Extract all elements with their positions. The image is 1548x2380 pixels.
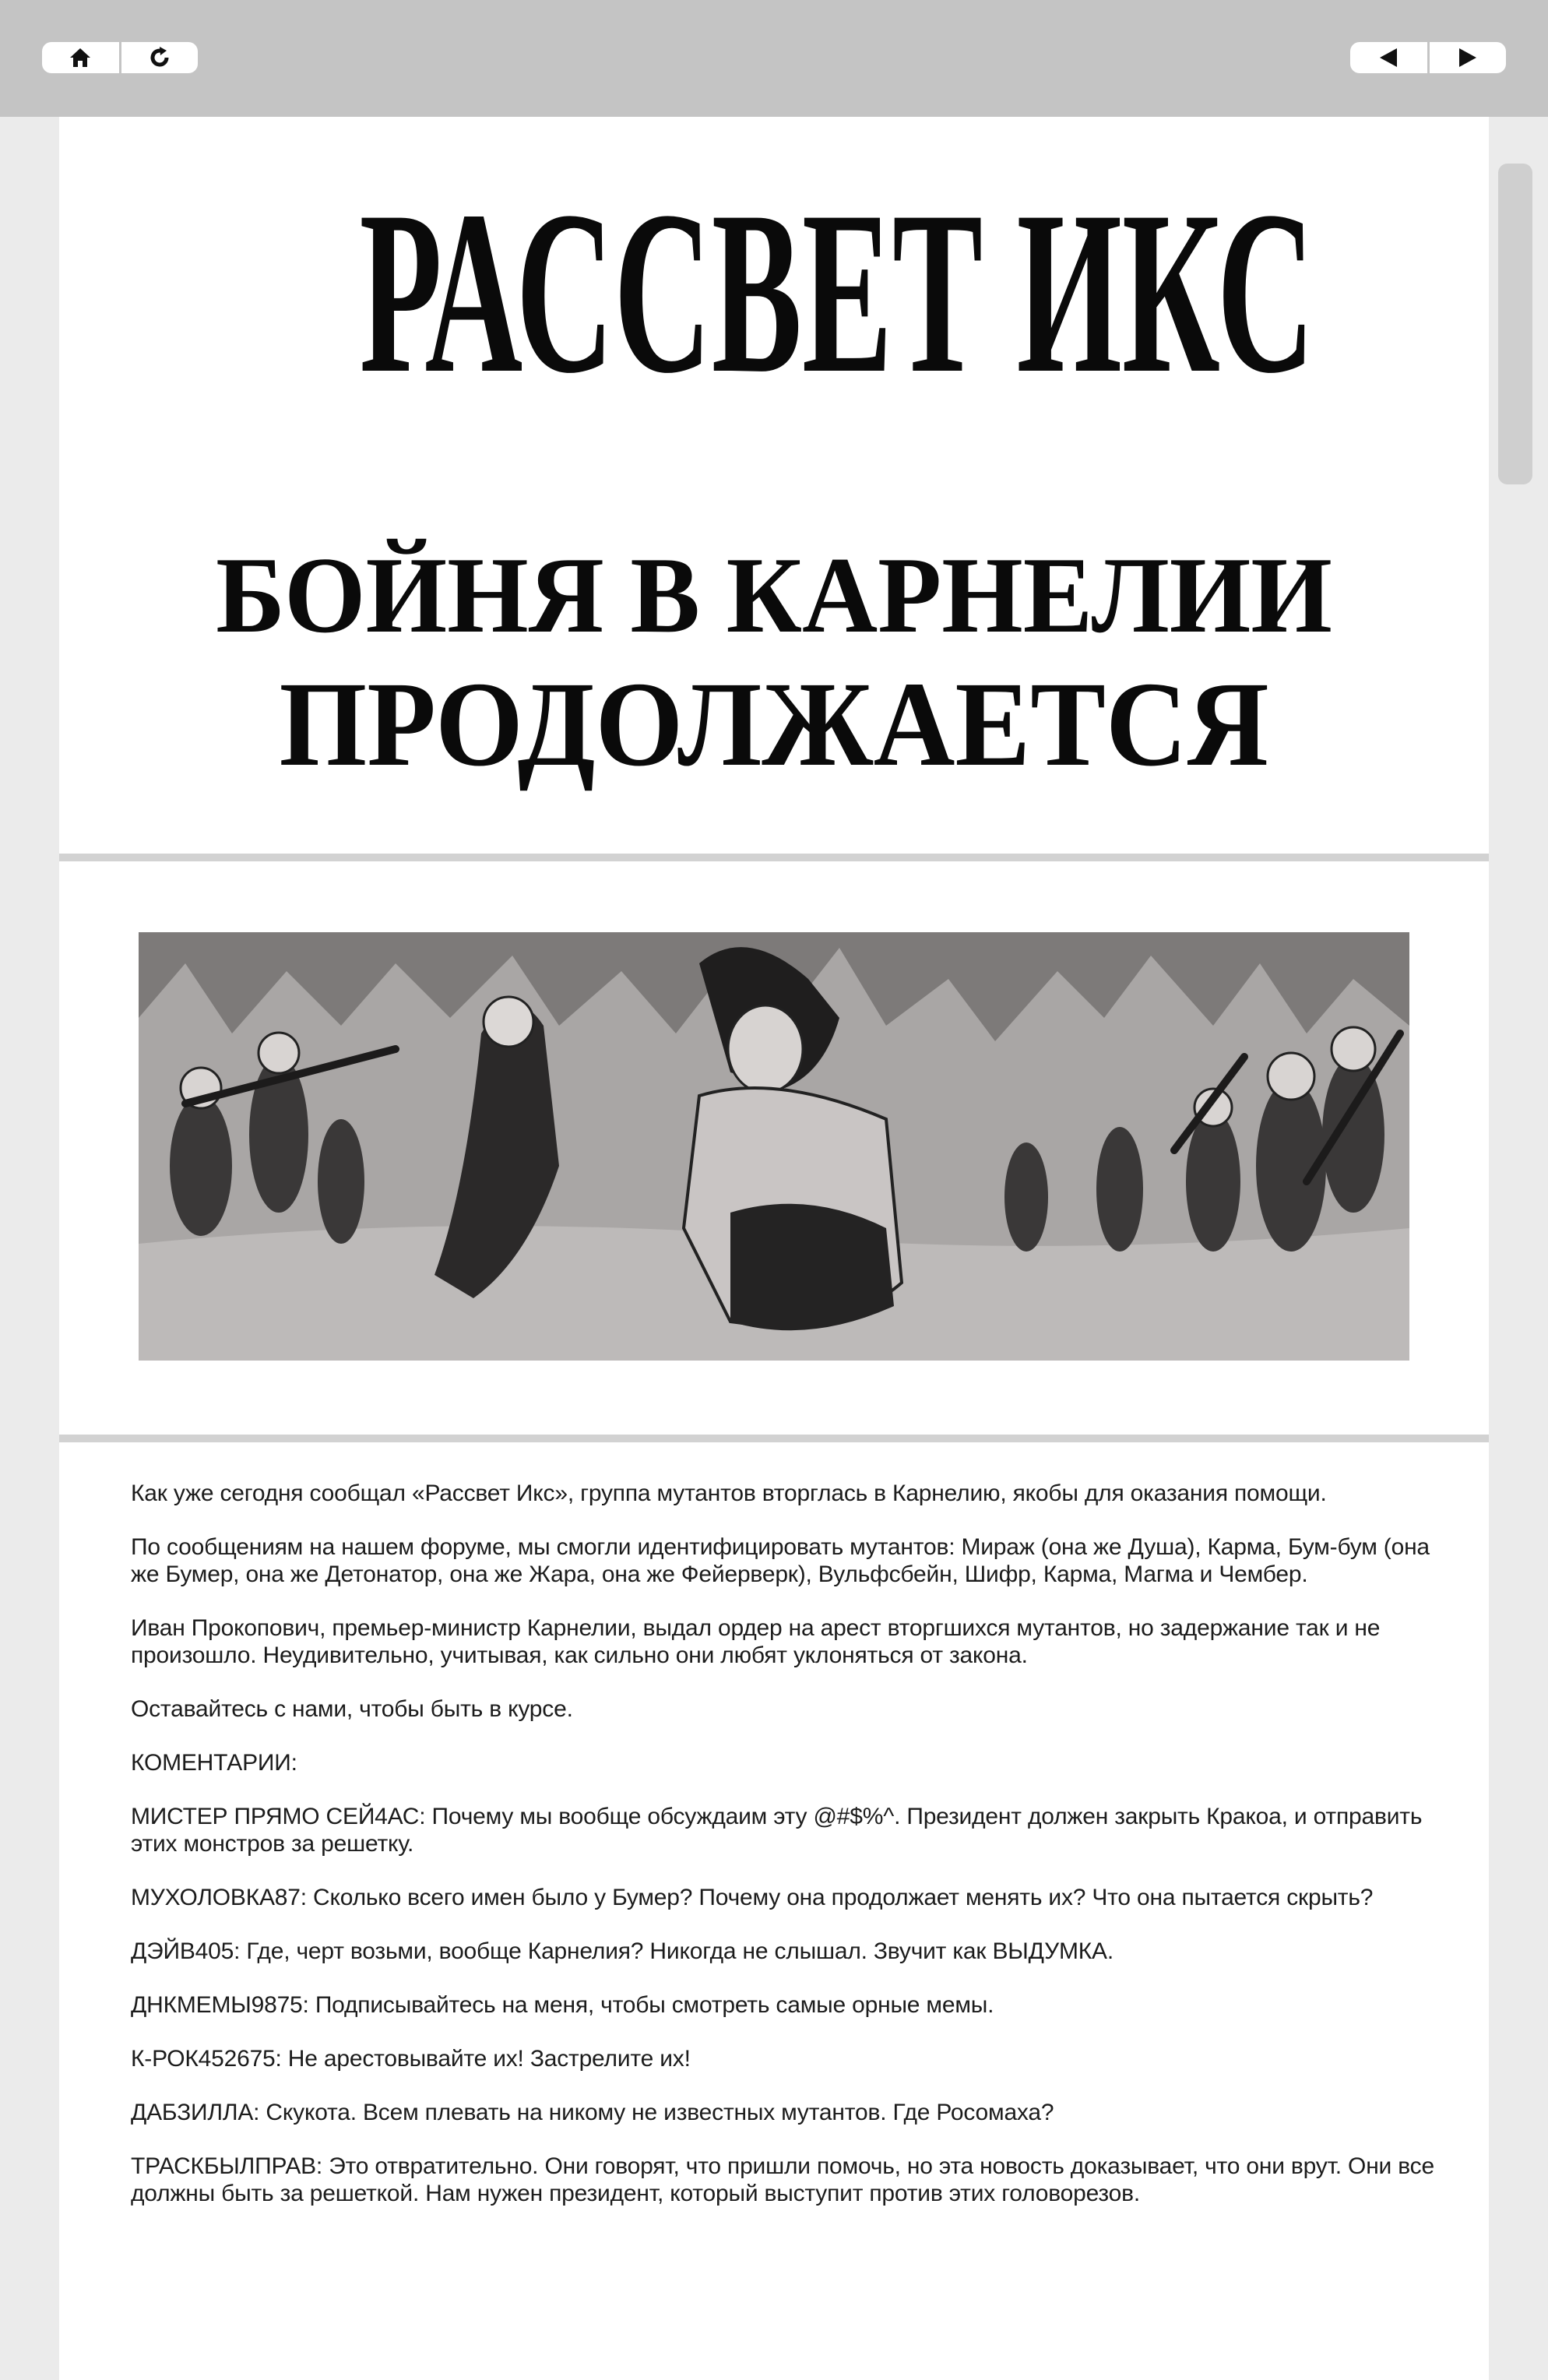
arrow-left-icon bbox=[1377, 47, 1400, 69]
article-body bbox=[131, 1480, 1439, 2234]
comment-item: ТРАСКБЫЛПРАВ: Это отвратительно. Они говорят, что пришли помочь, но эта новость доказывает, что они врут. Они все должны быть за решеткой. Нам нужен президент, который выступит против этих головорезов. bbox=[131, 2153, 1434, 2206]
comments-heading: КОМЕНТАРИИ: bbox=[131, 1750, 297, 1776]
comment-item: МИСТЕР ПРЯМО СЕЙ4АС: Почему мы вообще обсуждаим эту @#$%^. Президент должен закрыть Кракоа, и отправить этих монстров за решетку. bbox=[131, 1804, 1423, 1857]
headline-line-1: БОЙНЯ В КАРНЕЛИИ bbox=[216, 535, 1332, 656]
history-nav-group bbox=[1350, 42, 1506, 73]
headline-line-2: ПРОДОЛЖАЕТСЯ bbox=[279, 657, 1269, 791]
arrow-right-icon bbox=[1456, 47, 1479, 69]
refresh-button[interactable] bbox=[119, 42, 199, 73]
comment-item: ДЭЙВ405: Где, черт возьми, вообще Карнелия? Никогда не слышал. Звучит как ВЫДУМКА. bbox=[131, 1938, 1114, 1964]
comment-item: МУХОЛОВКА87: Сколько всего имен было у Бумер? Почему она продолжает менять их? Что она пытается скрыть? bbox=[131, 1885, 1374, 1910]
divider-top bbox=[59, 854, 1489, 861]
refresh-icon bbox=[148, 46, 171, 69]
article-paragraph: Как уже сегодня сообщал «Рассвет Икс», группа мутантов вторглась в Карнелию, якобы для оказания помощи. bbox=[131, 1480, 1327, 1506]
home-icon bbox=[69, 47, 92, 69]
battle-scene-image bbox=[139, 932, 1409, 1361]
scrollbar-thumb[interactable] bbox=[1498, 164, 1532, 484]
browser-toolbar bbox=[0, 0, 1548, 117]
home-refresh-group bbox=[42, 42, 198, 73]
article-paragraph: Оставайтесь с нами, чтобы быть в курсе. bbox=[131, 1696, 573, 1722]
forward-button[interactable] bbox=[1427, 42, 1507, 73]
article-illustration bbox=[139, 932, 1409, 1361]
article-paragraph: Иван Прокопович, премьер-министр Карнелии, выдал ордер на арест вторгшихся мутантов, но задержание так и не произошло. Неудивительно, учитывая, как сильно они любят уклоняться от закона. bbox=[131, 1615, 1381, 1668]
back-button[interactable] bbox=[1350, 42, 1427, 73]
news-page bbox=[59, 117, 1489, 2380]
divider-bottom bbox=[59, 1435, 1489, 1442]
comment-item: ДАБЗИЛЛА: Скукота. Всем плевать на никому не известных мутантов. Где Росомаха? bbox=[131, 2100, 1054, 2125]
comment-item: К-РОК452675: Не арестовывайте их! Застрелите их! bbox=[131, 2046, 691, 2072]
comment-item: ДНКМЕМЫ9875: Подписывайтесь на меня, чтобы смотреть самые орные мемы. bbox=[131, 1992, 994, 2018]
article-paragraph: По сообщениям на нашем форуме, мы смогли идентифицировать мутантов: Мираж (она же Душа), Карма, Бум-бум (она же Бумер, она же Детонатор, она же Жара, она же Фейерверк), Вульфсбейн, Шифр, Карма, Магма и Чембер. bbox=[131, 1534, 1430, 1587]
site-title: РАССВЕТ ИКС bbox=[359, 163, 1315, 421]
home-button[interactable] bbox=[42, 42, 119, 73]
